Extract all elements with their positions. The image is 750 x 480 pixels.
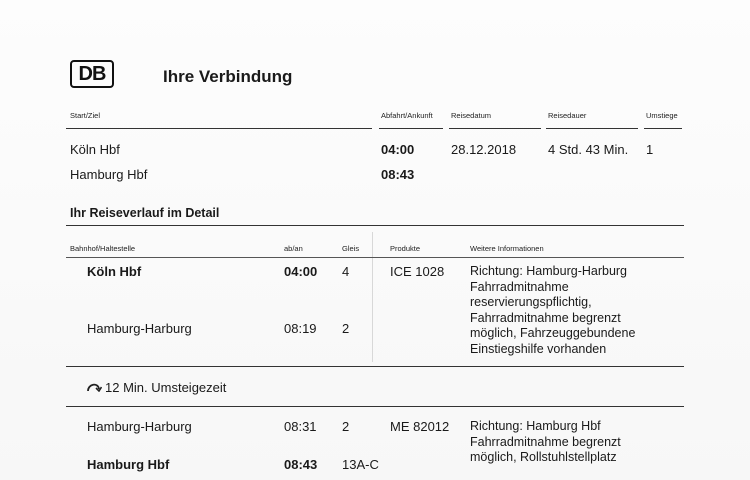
detail-header-rule	[66, 257, 684, 258]
transfer-time: 12 Min. Umsteigezeit	[105, 380, 227, 395]
header-weitere-info: Weitere Informationen	[470, 244, 544, 253]
leg2-to-platform: 13A-C	[342, 457, 379, 472]
header-bahnhof: Bahnhof/Haltestelle	[70, 244, 136, 253]
leg2-from-platform: 2	[342, 419, 350, 434]
header-produkte: Produkte	[390, 244, 421, 253]
transfer-rule	[66, 406, 684, 407]
leg1-to-platform: 2	[342, 321, 350, 336]
summary-rule-date	[449, 128, 541, 129]
summary-rule-route	[66, 128, 372, 129]
leg1-from-station: Köln Hbf	[87, 264, 142, 279]
db-logo: DB	[70, 60, 114, 88]
leg2-info-line: möglich, Rollstuhlstellplatz	[470, 450, 617, 464]
leg1-to-time: 08:19	[284, 321, 317, 336]
summary-departure: 04:00	[381, 142, 415, 157]
leg1-from-platform: 4	[342, 264, 350, 279]
leg2-to-time: 08:43	[284, 457, 318, 472]
summary-arrival: 08:43	[381, 167, 415, 182]
summary-changes: 1	[646, 142, 654, 157]
detail-title-rule	[66, 225, 684, 226]
leg2-product: ME 82012	[390, 419, 450, 434]
summary-date: 28.12.2018	[451, 142, 517, 157]
transfer-arrow-icon	[86, 381, 102, 392]
header-reisedauer: Reisedauer	[548, 111, 587, 120]
leg1-info-line: Richtung: Hamburg-Harburg	[470, 264, 628, 278]
leg1-info-line: Fahrradmitnahme begrenzt	[470, 310, 621, 325]
leg2-info-line: Richtung: Hamburg Hbf	[470, 419, 601, 433]
leg1-bottom-rule	[66, 366, 684, 367]
detail-title: Ihr Reiseverlauf im Detail	[70, 206, 220, 220]
header-ab-an: ab/an	[284, 244, 303, 253]
leg2-to-station: Hamburg Hbf	[87, 457, 170, 472]
page-title: Ihre Verbindung	[163, 67, 293, 86]
leg1-info	[470, 264, 690, 357]
summary-destination: Hamburg Hbf	[70, 167, 148, 182]
leg2-from-time: 08:31	[284, 419, 317, 434]
leg2-info-line: Fahrradmitnahme begrenzt	[470, 434, 621, 449]
summary-duration: 4 Std. 43 Min.	[548, 142, 629, 157]
leg2-from-station: Hamburg-Harburg	[87, 419, 192, 434]
summary-rule-changes	[644, 128, 682, 129]
summary-rule-times	[379, 128, 443, 129]
summary-rule-duration	[546, 128, 638, 129]
leg1-product: ICE 1028	[390, 264, 445, 279]
leg1-info-line: reservierungspflichtig,	[470, 295, 592, 309]
leg1-info-line: Einstiegshilfe vorhanden	[470, 341, 607, 356]
summary-start: Köln Hbf	[70, 142, 120, 157]
leg1-from-time: 04:00	[284, 264, 318, 279]
leg1-info-line: möglich, Fahrzeuggebundene	[470, 326, 636, 340]
leg1-info-line: Fahrradmitnahme	[470, 279, 569, 294]
header-reisedatum: Reisedatum	[451, 111, 492, 120]
header-gleis: Gleis	[342, 244, 360, 253]
leg2-info	[470, 419, 690, 466]
header-abfahrt-ankunft: Abfahrt/Ankunft	[381, 111, 433, 120]
paper-fold-line	[372, 232, 373, 362]
header-start-ziel: Start/Ziel	[70, 111, 101, 120]
header-umstiege: Umstiege	[646, 111, 678, 120]
leg1-to-station: Hamburg-Harburg	[87, 321, 192, 336]
